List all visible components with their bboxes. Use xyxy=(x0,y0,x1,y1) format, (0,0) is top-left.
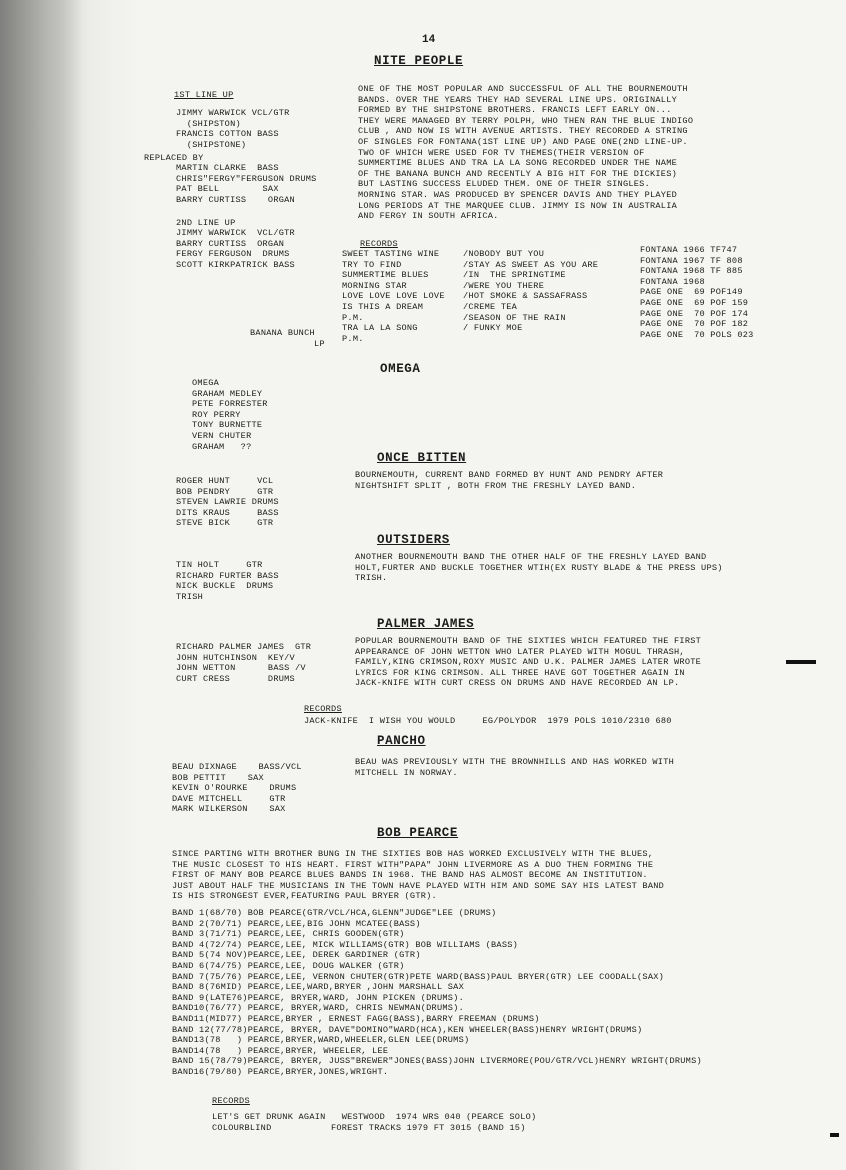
bob-pearce-records-label: RECORDS xyxy=(212,1096,250,1106)
record-b-side: /WERE YOU THERE xyxy=(463,280,545,291)
bio-line: OF SINGLES FOR FONTANA(1ST LINE UP) AND PAGE ONE(2ND LINE-UP. xyxy=(358,136,688,147)
lp-label: LP xyxy=(314,339,325,349)
nite-people-lineup1 xyxy=(176,108,290,150)
band-entry: BAND 7(75/76) PEARCE,LEE, VERNON CHUTER(GTR)PETE WARD(BASS)PAUL BRYER(GTR) LEE COODALL(SAX) xyxy=(172,971,665,982)
bio-line: BOURNEMOUTH, CURRENT BAND FORMED BY HUNT AND PENDRY AFTER xyxy=(355,470,664,480)
band-entry: BAND10(76/77) PEARCE, BRYER,WARD, CHRIS NEWMAN(DRUMS). xyxy=(172,1003,464,1014)
record-a-side: TRY TO FIND xyxy=(342,259,402,270)
bio-line: JUST ABOUT HALF THE MUSICIANS IN THE TOWN HAVE PLAYED WITH HIM AND SOME SAY HIS LATEST BAND xyxy=(172,880,665,891)
record-label: FONTANA 1967 TF 808 xyxy=(640,255,743,266)
outsiders-heading: OUTSIDERS xyxy=(377,533,450,547)
band-entry: BAND11(MID77) PEARCE,BRYER , ERNEST FAGG(BASS),BARRY FREEMAN (DRUMS) xyxy=(172,1013,540,1024)
bio-line: BEAU WAS PREVIOUSLY WITH THE BROWNHILLS AND HAS WORKED WITH xyxy=(355,757,675,767)
band-member: BOB PETTIT SAX xyxy=(172,772,264,783)
band-member: RICHARD PALMER JAMES GTR xyxy=(176,642,312,652)
band-member: STEVE BICK GTR xyxy=(176,518,274,529)
record-b-side: /HOT SMOKE & SASSAFRASS xyxy=(463,291,588,302)
lineup-member: (SHIPSTON) xyxy=(176,118,241,129)
record-a-side: P.M. xyxy=(342,312,364,323)
band-entry: BAND13(78 ) PEARCE,BRYER,WARD,WHEELER,GLEN LEE(DRUMS) xyxy=(172,1035,470,1046)
bio-line: SINCE PARTING WITH BROTHER BUNG IN THE SIXTIES BOB HAS WORKED EXCLUSIVELY WITH THE BLUES, xyxy=(172,849,654,859)
lineup-member: JIMMY WARWICK VCL/GTR xyxy=(176,228,295,238)
pancho-bio xyxy=(355,757,674,778)
record-label: PAGE ONE 69 POF149 xyxy=(640,287,743,298)
nite-people-lineup1-label: 1ST LINE UP xyxy=(174,90,234,100)
band-entry: BAND 15(78/79)PEARCE, BRYER, JUSS"BREWER"JONES(BASS)JOHN LIVERMORE(POU/GTR/VCL)HENRY WRIGHT(DRUMS) xyxy=(172,1056,702,1067)
band-member: JOHN HUTCHINSON KEY/V xyxy=(176,652,295,663)
bio-line: NIGHTSHIFT SPLIT , BOTH FROM THE FRESHLY LAYED BAND. xyxy=(355,480,637,491)
nite-people-records-b xyxy=(463,249,598,334)
record-b-side: /NOBODY BUT YOU xyxy=(463,249,545,259)
bio-line: HOLT,FURTER AND BUCKLE TOGETHER WTIH(EX RUSTY BLADE & THE PRESS UPS) xyxy=(355,562,723,573)
lineup-member: MARTIN CLARKE BASS xyxy=(176,163,279,173)
band-member: ROY PERRY xyxy=(192,409,241,420)
page-binding-edge xyxy=(0,0,82,1170)
bio-line: FORMED BY THE SHIPSTONE BROTHERS. FRANCIS LEFT EARLY ON... xyxy=(358,105,672,116)
lineup-member: JIMMY WARWICK VCL/GTR xyxy=(176,108,290,118)
palmer-james-members xyxy=(176,642,311,684)
lineup-member: (SHIPSTONE) xyxy=(176,139,247,150)
record-entry: COLOURBLIND FOREST TRACKS 1979 FT 3015 (BAND 15) xyxy=(212,1122,526,1133)
palmer-james-records-label: RECORDS xyxy=(304,704,342,714)
band-entry: BAND 5(74 NOV)PEARCE,LEE, DEREK GARDINER (GTR) xyxy=(172,950,421,961)
banana-bunch-label: BANANA BUNCH xyxy=(250,328,315,338)
palmer-james-record: JACK-KNIFE I WISH YOU WOULD EG/POLYDOR 1979 POLS 1010/2310 680 xyxy=(304,716,672,726)
band-entry: BAND 8(76MID) PEARCE,LEE,WARD,BRYER ,JOHN MARSHALL SAX xyxy=(172,982,464,993)
pancho-members xyxy=(172,762,302,815)
band-entry: BAND 4(72/74) PEARCE,LEE, MICK WILLIAMS(GTR) BOB WILLIAMS (BASS) xyxy=(172,939,519,950)
band-entry: BAND16(79/80) PEARCE,BRYER,JONES,WRIGHT. xyxy=(172,1066,389,1077)
record-a-side: SWEET TASTING WINE xyxy=(342,249,440,259)
nite-people-bio xyxy=(358,84,693,222)
lineup-member: BARRY CURTISS ORGAN xyxy=(176,194,295,205)
band-member: VERN CHUTER xyxy=(192,430,252,441)
record-b-side: /STAY AS SWEET AS YOU ARE xyxy=(463,259,599,270)
band-entry: BAND 2(70/71) PEARCE,LEE,BIG JOHN MCATEE(BASS) xyxy=(172,918,421,929)
record-label: PAGE ONE 70 POF 174 xyxy=(640,308,749,319)
band-member: TONY BURNETTE xyxy=(192,420,263,431)
bio-line: LONG PERIODS AT THE MARQUEE CLUB. JIMMY IS NOW IN AUSTRALIA xyxy=(358,200,678,211)
band-member: GRAHAM ?? xyxy=(192,441,252,452)
nite-people-records-label: RECORDS xyxy=(360,239,398,249)
band-member: CURT CRESS DRUMS xyxy=(176,673,295,684)
lineup-member: FERGY FERGUSON DRUMS xyxy=(176,249,290,260)
bio-line: MORNING STAR. WAS PRODUCED BY SPENCER DAVIS AND THEY PLAYED xyxy=(358,189,678,200)
band-member: STEVEN LAWRIE DRUMS xyxy=(176,497,279,508)
record-a-side: P.M. xyxy=(342,333,364,344)
once-bitten-members xyxy=(176,476,279,529)
palmer-james-heading: PALMER JAMES xyxy=(377,617,475,631)
record-a-side: TRA LA LA SONG xyxy=(342,323,418,334)
bio-line: IS HIS STRONGEST EVER,FEATURING PAUL BRYER (GTR). xyxy=(172,891,437,902)
bio-line: FIRST OF MANY BOB PEARCE BLUES BANDS IN 1968. THE BAND HAS ALMOST BECOME AN INSTITUTION. xyxy=(172,870,648,881)
bob-pearce-bio xyxy=(172,849,664,902)
record-a-side: LOVE LOVE LOVE LOVE xyxy=(342,291,445,302)
nite-people-replaced-by: REPLACED BY xyxy=(144,153,204,163)
band-member: MARK WILKERSON SAX xyxy=(172,804,286,815)
band-entry: BAND 12(77/78)PEARCE, BRYER, DAVE"DOMINO"WARD(HCA),KEN WHEELER(BASS)HENRY WRIGHT(DRUMS) xyxy=(172,1024,643,1035)
nite-people-records-a xyxy=(342,249,445,344)
band-entry: BAND 6(74/75) PEARCE,LEE, DOUG WALKER (GTR) xyxy=(172,960,405,971)
record-label: PAGE ONE 70 POF 182 xyxy=(640,319,749,330)
band-member: PETE FORRESTER xyxy=(192,399,268,410)
bob-pearce-band-list xyxy=(172,908,702,1078)
band-member: RICHARD FURTER BASS xyxy=(176,570,279,581)
band-entry: BAND 3(71/71) PEARCE,LEE, CHRIS GOODEN(GTR) xyxy=(172,929,405,940)
bio-line: BANDS. OVER THE YEARS THEY HAD SEVERAL LINE UPS. ORIGINALLY xyxy=(358,94,678,105)
once-bitten-bio xyxy=(355,470,663,491)
band-member: BEAU DIXNAGE BASS/VCL xyxy=(172,762,302,772)
bio-line: OF THE BANANA BUNCH AND RECENTLY A BIG HIT FOR THE DICKIES) xyxy=(358,168,678,179)
band-entry: BAND 1(68/70) BOB PEARCE(GTR/VCL/HCA,GLENN"JUDGE"LEE (DRUMS) xyxy=(172,908,497,918)
band-member: OMEGA xyxy=(192,378,220,388)
record-label: PAGE ONE 70 POLS 023 xyxy=(640,329,754,340)
bio-line: ANOTHER BOURNEMOUTH BAND THE OTHER HALF OF THE FRESHLY LAYED BAND xyxy=(355,552,707,562)
bio-line: THEY WERE MANAGED BY TERRY POLPH, WHO THEN RAN THE BLUE INDIGO xyxy=(358,115,694,126)
band-member: KEVIN O'ROURKE DRUMS xyxy=(172,783,297,794)
band-member: GRAHAM MEDLEY xyxy=(192,388,263,399)
palmer-james-bio xyxy=(355,636,701,689)
record-label: PAGE ONE 69 POF 159 xyxy=(640,297,749,308)
record-b-side: /SEASON OF THE RAIN xyxy=(463,312,566,323)
record-entry: LET'S GET DRUNK AGAIN WESTWOOD 1974 WRS 040 (PEARCE SOLO) xyxy=(212,1112,537,1122)
bio-line: CLUB , AND NOW IS WITH AVENUE ARTISTS. THEY RECORDED A STRING xyxy=(358,126,688,137)
record-label: FONTANA 1968 xyxy=(640,276,705,287)
bob-pearce-records xyxy=(212,1112,536,1133)
band-member: DITS KRAUS BASS xyxy=(176,507,279,518)
margin-mark xyxy=(786,660,816,664)
bio-line: TRISH. xyxy=(355,573,388,584)
band-entry: BAND 9(LATE76)PEARCE, BRYER,WARD, JOHN PICKEN (DRUMS). xyxy=(172,992,464,1003)
band-entry: BAND14(78 ) PEARCE,BRYER, WHEELER, LEE xyxy=(172,1045,389,1056)
record-b-side: /IN THE SPRINGTIME xyxy=(463,270,566,281)
lineup-member: BARRY CURTISS ORGAN xyxy=(176,238,285,249)
pancho-heading: PANCHO xyxy=(377,734,426,748)
band-member: BOB PENDRY GTR xyxy=(176,486,274,497)
outsiders-members xyxy=(176,560,279,602)
bio-line: APPEARANCE OF JOHN WETTON WHO LATER PLAYED WITH MOGUL THRASH, xyxy=(355,646,685,657)
lineup-member: SCOTT KIRKPATRICK BASS xyxy=(176,259,295,270)
lineup-member: FRANCIS COTTON BASS xyxy=(176,129,279,140)
bio-line: ONE OF THE MOST POPULAR AND SUCCESSFUL OF ALL THE BOURNEMOUTH xyxy=(358,84,688,94)
record-a-side: MORNING STAR xyxy=(342,280,407,291)
record-label: FONTANA 1966 TF747 xyxy=(640,245,738,255)
lineup-member: CHRIS"FERGY"FERGUSON DRUMS xyxy=(176,173,317,184)
bio-line: TWO OF WHICH WERE USED FOR TV THEMES(THEIR VERSION OF xyxy=(358,147,645,158)
bio-line: LYRICS FOR KING CRIMSON. ALL THREE HAVE GOT TOGETHER AGAIN IN xyxy=(355,667,685,678)
outsiders-bio xyxy=(355,552,723,584)
nite-people-heading: NITE PEOPLE xyxy=(374,54,464,68)
nite-people-lineup2 xyxy=(176,228,295,270)
bio-line: THE MUSIC CLOSEST TO HIS HEART. FIRST WITH"PAPA" JOHN LIVERMORE AS A DUO THEN FORMING THE xyxy=(172,859,654,870)
bio-line: MITCHELL IN NORWAY. xyxy=(355,767,458,778)
bio-line: BUT LASTING SUCCESS ELUDED THEM. ONE OF THEIR SINGLES. xyxy=(358,179,650,190)
lineup-member: PAT BELL SAX xyxy=(176,184,279,195)
bio-line: JACK-KNIFE WITH CURT CRESS ON DRUMS AND HAVE RECORDED AN LP. xyxy=(355,678,680,689)
band-member: NICK BUCKLE DRUMS xyxy=(176,581,274,592)
band-member: DAVE MITCHELL GTR xyxy=(172,793,286,804)
record-a-side: SUMMERTIME BLUES xyxy=(342,270,429,281)
nite-people-records-label-col xyxy=(640,245,754,340)
record-b-side: /CREME TEA xyxy=(463,301,518,312)
bio-line: POPULAR BOURNEMOUTH BAND OF THE SIXTIES WHICH FEATURED THE FIRST xyxy=(355,636,702,646)
record-a-side: IS THIS A DREAM xyxy=(342,301,424,312)
corner-mark xyxy=(830,1133,839,1137)
band-member: JOHN WETTON BASS /V xyxy=(176,663,306,674)
bob-pearce-heading: BOB PEARCE xyxy=(377,826,459,840)
band-member: TRISH xyxy=(176,591,204,602)
band-member: TIN HOLT GTR xyxy=(176,560,263,570)
record-label: FONTANA 1968 TF 885 xyxy=(640,266,743,277)
bio-line: SUMMERTIME BLUES AND TRA LA LA SONG RECORDED UNDER THE NAME xyxy=(358,158,678,169)
record-b-side: / FUNKY MOE xyxy=(463,323,523,334)
band-member: ROGER HUNT VCL xyxy=(176,476,274,486)
nite-people-lineup1b xyxy=(176,163,317,205)
omega-heading: OMEGA xyxy=(380,362,421,376)
nite-people-lineup2-label: 2ND LINE UP xyxy=(176,218,236,228)
omega-members xyxy=(192,378,268,452)
bio-line: AND FERGY IN SOUTH AFRICA. xyxy=(358,211,499,222)
page-number: 14 xyxy=(422,34,436,46)
bio-line: FAMILY,KING CRIMSON,ROXY MUSIC AND U.K. PALMER JAMES LATER WROTE xyxy=(355,657,702,668)
once-bitten-heading: ONCE BITTEN xyxy=(377,451,467,465)
